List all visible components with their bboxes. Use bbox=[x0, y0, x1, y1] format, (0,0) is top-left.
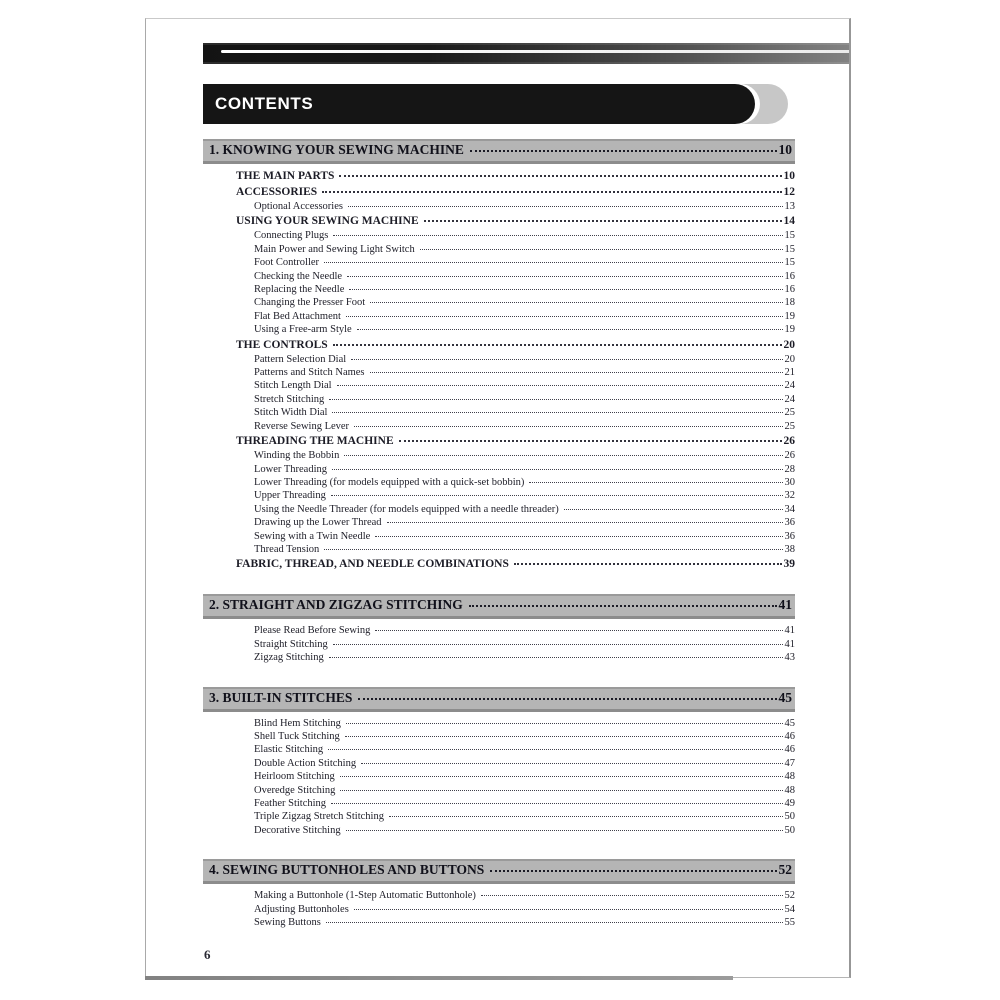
toc-entry-page: 12 bbox=[783, 186, 795, 198]
toc-entry bbox=[203, 256, 795, 269]
toc-entry-page: 47 bbox=[784, 757, 795, 769]
leader-dots bbox=[481, 895, 783, 896]
toc-entry bbox=[203, 449, 795, 462]
toc-entry bbox=[203, 323, 795, 336]
leader-dots bbox=[357, 329, 783, 330]
toc-entry-page: 14 bbox=[783, 215, 795, 228]
toc-entry-page: 36 bbox=[784, 517, 795, 529]
toc-entry-label: Upper Threading bbox=[254, 490, 326, 502]
page-title: CONTENTS bbox=[215, 94, 314, 113]
leader-dots bbox=[322, 191, 781, 193]
toc-entry-label: Patterns and Stitch Names bbox=[254, 367, 365, 379]
toc-entry-label: Stitch Length Dial bbox=[254, 380, 332, 392]
toc-entry-page: 41 bbox=[784, 625, 795, 637]
leader-dots bbox=[470, 150, 777, 152]
toc-entry-page: 16 bbox=[784, 284, 795, 296]
leader-dots bbox=[331, 803, 782, 804]
leader-dots bbox=[331, 495, 783, 496]
leader-dots bbox=[326, 922, 783, 923]
toc-entry-label: Stretch Stitching bbox=[254, 393, 325, 405]
leader-dots bbox=[340, 790, 782, 791]
toc-entry-page: 55 bbox=[784, 917, 795, 929]
toc-entry-label: Flat Bed Attachment bbox=[254, 310, 341, 322]
toc-entry-page: 50 bbox=[784, 811, 795, 823]
leader-dots bbox=[329, 399, 782, 400]
toc-entry-page: 26 bbox=[784, 450, 795, 462]
leader-dots bbox=[344, 455, 782, 456]
toc-entry bbox=[203, 379, 795, 392]
toc-entry bbox=[203, 730, 795, 743]
leader-dots bbox=[340, 776, 783, 777]
toc-entry-label: Lower Threading (for models equipped with a quick-set bobbin) bbox=[254, 476, 525, 488]
toc-entry bbox=[203, 353, 795, 366]
section-header-bar bbox=[203, 687, 795, 712]
leader-dots bbox=[347, 276, 782, 277]
toc-entry-label: Lower Threading bbox=[254, 463, 327, 475]
toc-entry bbox=[203, 797, 795, 810]
toc-entry-label: Shell Tuck Stitching bbox=[254, 730, 340, 742]
leader-dots bbox=[420, 249, 783, 250]
toc-entry-label: Making a Buttonhole (1-Step Automatic Buttonhole) bbox=[254, 890, 476, 902]
toc-entry-page: 49 bbox=[784, 798, 795, 809]
toc-entry-page: 54 bbox=[784, 903, 795, 915]
leader-dots bbox=[490, 870, 776, 872]
toc-entry bbox=[203, 283, 795, 296]
toc-entry-label: Blind Hem Stitching bbox=[254, 717, 341, 729]
toc-entry-label: Straight Stitching bbox=[254, 638, 328, 650]
toc-entry bbox=[203, 543, 795, 556]
toc-entry-page: 25 bbox=[784, 420, 795, 432]
toc-entry-label: THREADING THE MACHINE bbox=[236, 435, 394, 448]
toc-entry-label: Pattern Selection Dial bbox=[254, 353, 347, 365]
toc-entry-label: Feather Stitching bbox=[254, 798, 327, 809]
toc-entry-page: 34 bbox=[784, 503, 795, 515]
section-header-bar bbox=[203, 594, 795, 619]
leader-dots bbox=[370, 302, 782, 303]
leader-dots bbox=[346, 723, 783, 724]
toc-entry-page: 13 bbox=[784, 201, 795, 212]
toc-entry bbox=[203, 489, 795, 502]
page-number: 6 bbox=[204, 947, 211, 962]
toc-entry-label: ACCESSORIES bbox=[236, 186, 318, 198]
toc-entry bbox=[203, 889, 795, 902]
leader-dots bbox=[324, 549, 782, 550]
toc-entry bbox=[203, 557, 795, 572]
toc-entry-label: Main Power and Sewing Light Switch bbox=[254, 243, 415, 255]
toc-entry-page: 20 bbox=[783, 338, 795, 351]
toc-entry bbox=[203, 243, 795, 256]
toc-entry-label: Elastic Stitching bbox=[254, 744, 324, 756]
toc-entry bbox=[203, 420, 795, 433]
toc-entry bbox=[203, 338, 795, 353]
toc-entry-label: Please Read Before Sewing bbox=[254, 625, 371, 637]
toc-entry-page: 45 bbox=[784, 717, 795, 729]
toc-entry-page: 24 bbox=[784, 380, 795, 392]
leader-dots bbox=[332, 469, 783, 470]
toc-entry-label: Changing the Presser Foot bbox=[254, 297, 366, 309]
toc-entry-page: 46 bbox=[784, 744, 795, 756]
leader-dots bbox=[375, 630, 782, 631]
toc-entry bbox=[203, 516, 795, 529]
toc-entry-label: Zigzag Stitching bbox=[254, 652, 324, 664]
toc-entry-label: Heirloom Stitching bbox=[254, 771, 335, 783]
toc-entry bbox=[203, 169, 795, 184]
toc-entry-label: Thread Tension bbox=[254, 543, 320, 555]
leader-dots bbox=[370, 372, 783, 373]
toc-entry-label: Adjusting Buttonholes bbox=[254, 903, 349, 915]
toc-entry-label: Stitch Width Dial bbox=[254, 407, 328, 419]
toc-entry-label: THE MAIN PARTS bbox=[236, 170, 335, 182]
leader-dots bbox=[361, 763, 782, 764]
section-title: 4. SEWING BUTTONHOLES AND BUTTONS bbox=[209, 862, 485, 878]
leader-dots bbox=[339, 175, 781, 177]
table-of-contents bbox=[203, 139, 795, 929]
leader-dots bbox=[564, 509, 783, 510]
toc-entry-page: 50 bbox=[784, 824, 795, 836]
leader-dots bbox=[324, 262, 782, 263]
leader-dots bbox=[346, 316, 783, 317]
leader-dots bbox=[529, 482, 782, 483]
toc-entry bbox=[203, 214, 795, 229]
leader-dots bbox=[345, 736, 783, 737]
toc-entry bbox=[203, 638, 795, 651]
leader-dots bbox=[469, 605, 777, 607]
toc-entry bbox=[203, 229, 795, 242]
section-page-number: 52 bbox=[778, 862, 792, 878]
toc-entry-label: Sewing Buttons bbox=[254, 917, 321, 929]
leader-dots bbox=[389, 816, 783, 817]
toc-entry-label: Winding the Bobbin bbox=[254, 450, 340, 462]
toc-entry-label: Checking the Needle bbox=[254, 270, 343, 282]
section-title: 1. KNOWING YOUR SEWING MACHINE bbox=[209, 142, 464, 157]
toc-entry bbox=[203, 393, 795, 406]
toc-entry bbox=[203, 743, 795, 756]
toc-entry bbox=[203, 463, 795, 476]
toc-entry-page: 32 bbox=[784, 490, 795, 502]
toc-entry bbox=[203, 434, 795, 449]
toc-entry bbox=[203, 757, 795, 770]
toc-entry bbox=[203, 476, 795, 489]
toc-entry-page: 36 bbox=[784, 530, 795, 542]
toc-entry bbox=[203, 185, 795, 200]
toc-entry-page: 15 bbox=[784, 257, 795, 269]
toc-entry bbox=[203, 270, 795, 283]
toc-entry bbox=[203, 366, 795, 379]
toc-entry-page: 25 bbox=[784, 407, 795, 419]
toc-entry bbox=[203, 824, 795, 837]
leader-dots bbox=[333, 644, 783, 645]
toc-entry-label: Replacing the Needle bbox=[254, 284, 345, 296]
toc-entry-page: 15 bbox=[784, 243, 795, 255]
toc-entry bbox=[203, 503, 795, 516]
top-decorative-bar bbox=[203, 43, 849, 64]
toc-entry-page: 15 bbox=[784, 230, 795, 242]
toc-entry-page: 38 bbox=[784, 543, 795, 555]
toc-entry bbox=[203, 770, 795, 783]
toc-entry-page: 18 bbox=[784, 297, 795, 309]
toc-entry bbox=[203, 810, 795, 823]
toc-entry-label: Foot Controller bbox=[254, 257, 320, 269]
toc-entry bbox=[203, 651, 795, 664]
toc-entry-page: 21 bbox=[784, 367, 795, 379]
leader-dots bbox=[399, 440, 782, 442]
toc-entry-label: Overedge Stitching bbox=[254, 784, 336, 796]
toc-entry bbox=[203, 530, 795, 543]
toc-entry bbox=[203, 200, 795, 213]
toc-entry-page: 30 bbox=[784, 476, 795, 488]
contents-banner bbox=[203, 84, 788, 124]
toc-entry-page: 26 bbox=[783, 435, 795, 448]
section-header-bar bbox=[203, 859, 795, 884]
leader-dots bbox=[337, 385, 783, 386]
leader-dots bbox=[329, 657, 783, 658]
toc-entry-label: Triple Zigzag Stretch Stitching bbox=[254, 811, 384, 823]
toc-entry-page: 43 bbox=[784, 652, 795, 664]
leader-dots bbox=[346, 830, 783, 831]
leader-dots bbox=[354, 909, 783, 910]
leader-dots bbox=[514, 563, 782, 565]
toc-entry-label: Decorative Stitching bbox=[254, 824, 341, 836]
toc-entry bbox=[203, 717, 795, 730]
toc-entry-label: Drawing up the Lower Thread bbox=[254, 517, 382, 529]
leader-dots bbox=[351, 359, 782, 360]
toc-entry-label: Using the Needle Threader (for models equipped with a needle threader) bbox=[254, 503, 559, 515]
contents-banner-pill bbox=[203, 84, 755, 124]
top-bar-highlight-line bbox=[221, 50, 849, 53]
section-page-number: 10 bbox=[778, 142, 792, 157]
leader-dots bbox=[387, 522, 783, 523]
leader-dots bbox=[333, 235, 782, 236]
section-title: 3. BUILT-IN STITCHES bbox=[209, 689, 353, 705]
toc-entry-page: 19 bbox=[784, 324, 795, 336]
toc-entry-label: Using a Free-arm Style bbox=[254, 324, 352, 336]
toc-entry-page: 24 bbox=[784, 393, 795, 405]
leader-dots bbox=[424, 220, 782, 222]
section-page-number: 41 bbox=[778, 597, 792, 613]
section-title: 2. STRAIGHT AND ZIGZAG STITCHING bbox=[209, 597, 463, 613]
toc-entry-page: 39 bbox=[783, 558, 795, 571]
toc-entry-page: 16 bbox=[784, 270, 795, 282]
toc-entry-page: 10 bbox=[783, 170, 795, 182]
toc-entry-label: FABRIC, THREAD, AND NEEDLE COMBINATIONS bbox=[236, 558, 509, 571]
toc-entry-label: Connecting Plugs bbox=[254, 230, 329, 242]
toc-entry-label: Sewing with a Twin Needle bbox=[254, 530, 371, 542]
leader-dots bbox=[358, 698, 776, 700]
toc-entry bbox=[203, 903, 795, 916]
toc-entry-page: 52 bbox=[784, 890, 795, 902]
toc-entry-page: 46 bbox=[784, 730, 795, 742]
leader-dots bbox=[328, 749, 782, 750]
toc-entry-label: THE CONTROLS bbox=[236, 338, 328, 351]
toc-entry bbox=[203, 784, 795, 797]
manual-page bbox=[145, 18, 851, 978]
toc-entry-label: Double Action Stitching bbox=[254, 757, 357, 769]
page-bottom-shadow bbox=[145, 976, 733, 980]
section-page-number: 45 bbox=[778, 689, 792, 705]
leader-dots bbox=[354, 426, 782, 427]
toc-entry-page: 28 bbox=[784, 463, 795, 475]
leader-dots bbox=[349, 289, 782, 290]
leader-dots bbox=[348, 206, 783, 207]
leader-dots bbox=[375, 536, 782, 537]
leader-dots bbox=[333, 344, 782, 346]
toc-entry bbox=[203, 406, 795, 419]
toc-entry bbox=[203, 624, 795, 637]
toc-entry-page: 48 bbox=[784, 784, 795, 796]
toc-entry-label: Optional Accessories bbox=[254, 201, 343, 212]
section-header-bar bbox=[203, 139, 795, 164]
toc-entry bbox=[203, 296, 795, 309]
toc-entry-page: 41 bbox=[784, 638, 795, 650]
toc-entry bbox=[203, 916, 795, 929]
toc-entry-page: 48 bbox=[784, 771, 795, 783]
leader-dots bbox=[332, 412, 782, 413]
toc-entry-label: USING YOUR SEWING MACHINE bbox=[236, 215, 419, 228]
toc-entry-page: 19 bbox=[784, 310, 795, 322]
toc-entry-label: Reverse Sewing Lever bbox=[254, 420, 350, 432]
toc-entry bbox=[203, 310, 795, 323]
toc-entry-page: 20 bbox=[784, 353, 795, 365]
